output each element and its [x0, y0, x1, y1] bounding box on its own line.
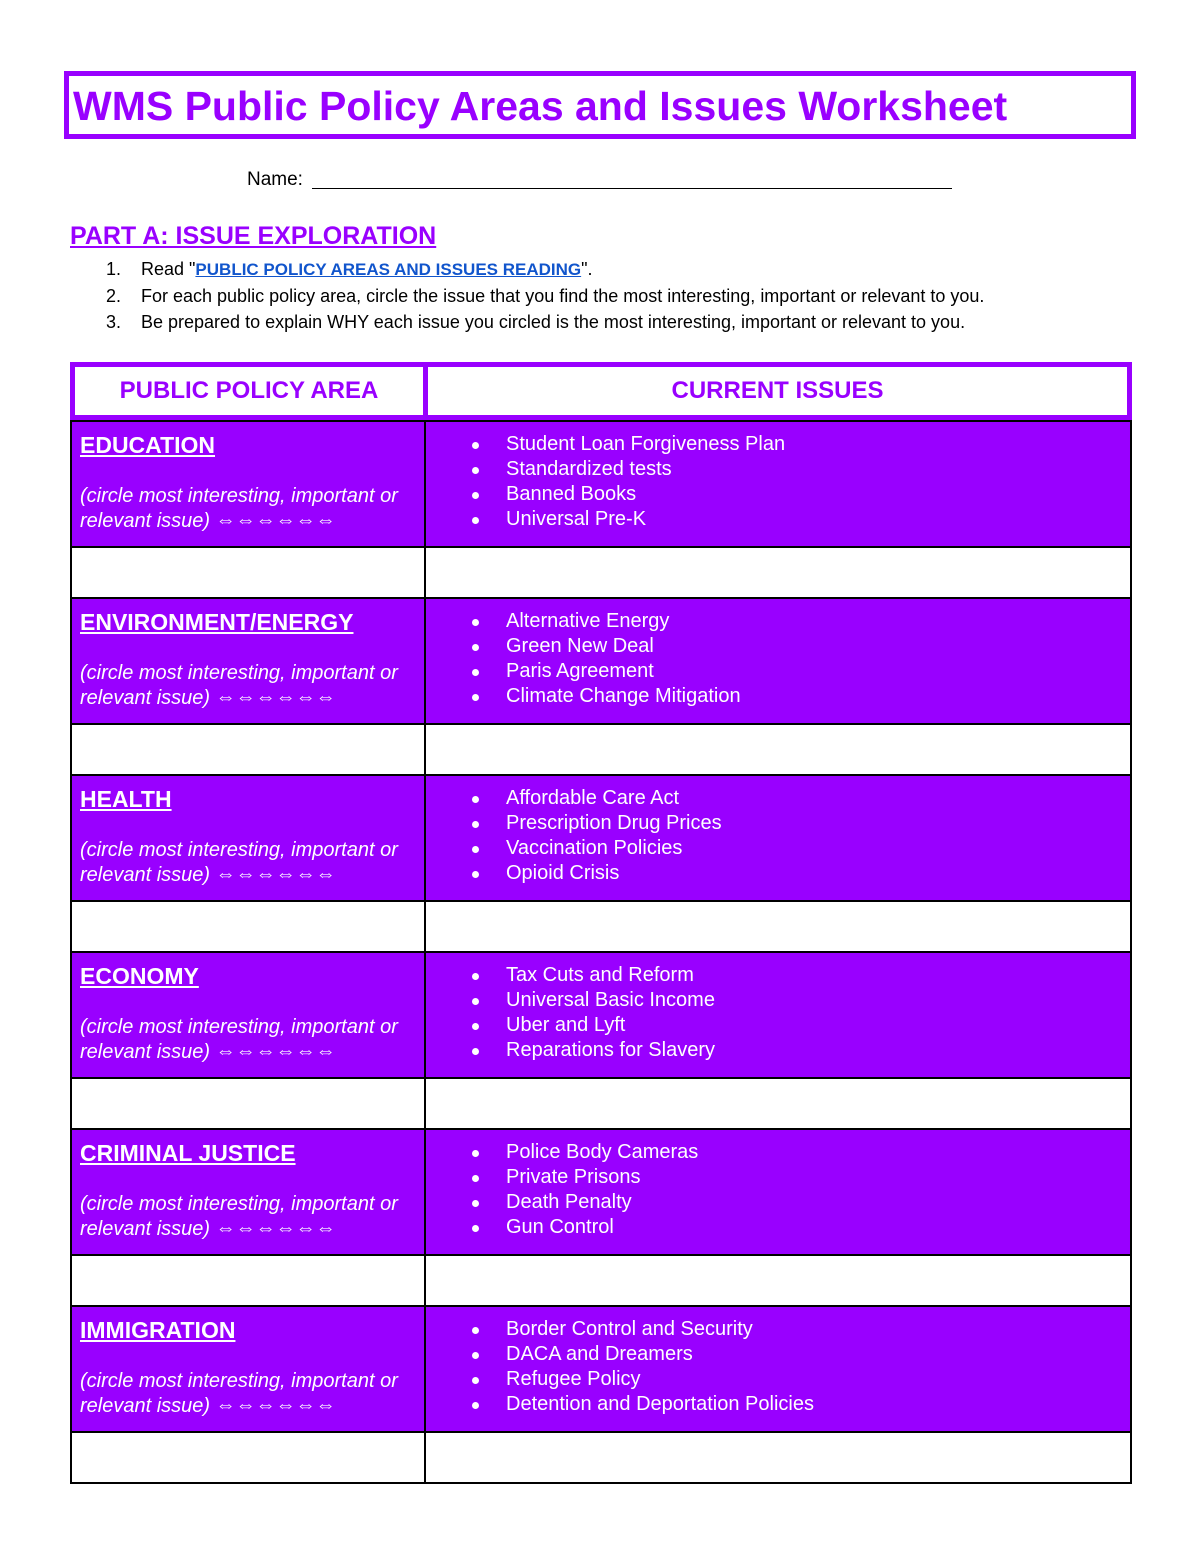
issue-item[interactable]: Gun Control — [472, 1215, 698, 1240]
name-label: Name: — [247, 169, 303, 190]
answer-row[interactable] — [70, 1254, 1132, 1305]
issue-item[interactable]: Green New Deal — [472, 634, 741, 659]
issue-item[interactable]: Alternative Energy — [472, 609, 741, 634]
instruction-number: 3. — [106, 312, 122, 332]
issue-item[interactable]: Uber and Lyft — [472, 1013, 715, 1038]
column-divider — [424, 1307, 426, 1431]
table-row — [70, 774, 1132, 900]
instruction-text: For each public policy area, circle the issue that you find the most interesting, important or relevant to you. — [141, 286, 985, 306]
column-divider — [424, 1130, 426, 1254]
header-issues: CURRENT ISSUES — [423, 362, 1132, 420]
issue-item[interactable]: Paris Agreement — [472, 659, 741, 684]
page-title: WMS Public Policy Areas and Issues Worksheet — [73, 83, 1008, 129]
column-divider — [424, 776, 426, 900]
policy-table — [70, 362, 1132, 1484]
instruction-number: 1. — [106, 259, 122, 279]
issue-list — [472, 1317, 814, 1417]
policy-area-name: ECONOMY — [80, 963, 199, 989]
instruction-item — [106, 283, 984, 309]
policy-area-note: (circle most interesting, important or relevant issue) ⇔⇔⇔⇔⇔⇔ — [80, 662, 398, 709]
table-row — [70, 420, 1132, 546]
answer-row[interactable] — [70, 900, 1132, 951]
policy-area-name: IMMIGRATION — [80, 1317, 236, 1343]
table-header — [70, 362, 1132, 420]
column-divider — [424, 953, 426, 1077]
column-divider — [424, 1433, 426, 1482]
instruction-text: Be prepared to explain WHY each issue you circled is the most interesting, important or relevant to you. — [141, 312, 966, 332]
table-row — [70, 1128, 1132, 1254]
instructions-list — [106, 256, 984, 335]
table-row — [70, 951, 1132, 1077]
answer-row[interactable] — [70, 1431, 1132, 1484]
policy-area-note: (circle most interesting, important or relevant issue) ⇔⇔⇔⇔⇔⇔ — [80, 839, 398, 886]
column-divider — [424, 422, 426, 546]
column-divider — [424, 599, 426, 723]
column-divider — [424, 1256, 426, 1305]
issue-item[interactable]: Climate Change Mitigation — [472, 684, 741, 709]
policy-area-name: ENVIRONMENT/ENERGY — [80, 609, 354, 635]
issue-item[interactable]: Standardized tests — [472, 457, 785, 482]
issue-item[interactable]: Border Control and Security — [472, 1317, 814, 1342]
issue-item[interactable]: Reparations for Slavery — [472, 1038, 715, 1063]
issue-item[interactable]: Universal Basic Income — [472, 988, 715, 1013]
table-body — [70, 420, 1132, 1484]
issue-list — [472, 432, 785, 532]
policy-area-note: (circle most interesting, important or relevant issue) ⇔⇔⇔⇔⇔⇔ — [80, 1016, 398, 1063]
issue-item[interactable]: Private Prisons — [472, 1165, 698, 1190]
policy-area-note: (circle most interesting, important or relevant issue) ⇔⇔⇔⇔⇔⇔ — [80, 1193, 398, 1240]
instruction-text-post: ". — [581, 259, 593, 279]
instruction-text-pre: Read " — [141, 259, 196, 279]
answer-row[interactable] — [70, 723, 1132, 774]
policy-area-name: HEALTH — [80, 786, 172, 812]
policy-area-note: (circle most interesting, important or relevant issue) ⇔⇔⇔⇔⇔⇔ — [80, 485, 398, 532]
issue-list — [472, 609, 741, 709]
reading-link[interactable]: PUBLIC POLICY AREAS AND ISSUES READING — [195, 260, 582, 279]
issue-item[interactable]: Detention and Deportation Policies — [472, 1392, 814, 1417]
answer-row[interactable] — [70, 546, 1132, 597]
column-divider — [424, 1079, 426, 1128]
issue-item[interactable]: Affordable Care Act — [472, 786, 722, 811]
issue-item[interactable]: Prescription Drug Prices — [472, 811, 722, 836]
table-row — [70, 597, 1132, 723]
column-divider — [424, 725, 426, 774]
column-divider — [424, 548, 426, 597]
answer-row[interactable] — [70, 1077, 1132, 1128]
issue-list — [472, 1140, 698, 1240]
issue-item[interactable]: Student Loan Forgiveness Plan — [472, 432, 785, 457]
part-a-heading: PART A: ISSUE EXPLORATION — [70, 222, 437, 250]
policy-area-note: (circle most interesting, important or relevant issue) ⇔⇔⇔⇔⇔⇔ — [80, 1370, 398, 1417]
instruction-number: 2. — [106, 286, 122, 306]
issue-item[interactable]: Banned Books — [472, 482, 785, 507]
issue-item[interactable]: Refugee Policy — [472, 1367, 814, 1392]
issue-list — [472, 786, 722, 886]
table-row — [70, 1305, 1132, 1431]
instruction-item — [106, 309, 984, 335]
issue-item[interactable]: Death Penalty — [472, 1190, 698, 1215]
title-box — [64, 71, 1136, 139]
issue-item[interactable]: Police Body Cameras — [472, 1140, 698, 1165]
name-field-line[interactable] — [312, 188, 952, 189]
issue-list — [472, 963, 715, 1063]
issue-item[interactable]: DACA and Dreamers — [472, 1342, 814, 1367]
issue-item[interactable]: Opioid Crisis — [472, 861, 722, 886]
policy-area-name: EDUCATION — [80, 432, 216, 458]
issue-item[interactable]: Vaccination Policies — [472, 836, 722, 861]
issue-item[interactable]: Universal Pre-K — [472, 507, 785, 532]
policy-area-name: CRIMINAL JUSTICE — [80, 1140, 296, 1166]
instruction-item — [106, 256, 984, 283]
header-area: PUBLIC POLICY AREA — [70, 362, 428, 420]
issue-item[interactable]: Tax Cuts and Reform — [472, 963, 715, 988]
column-divider — [424, 902, 426, 951]
